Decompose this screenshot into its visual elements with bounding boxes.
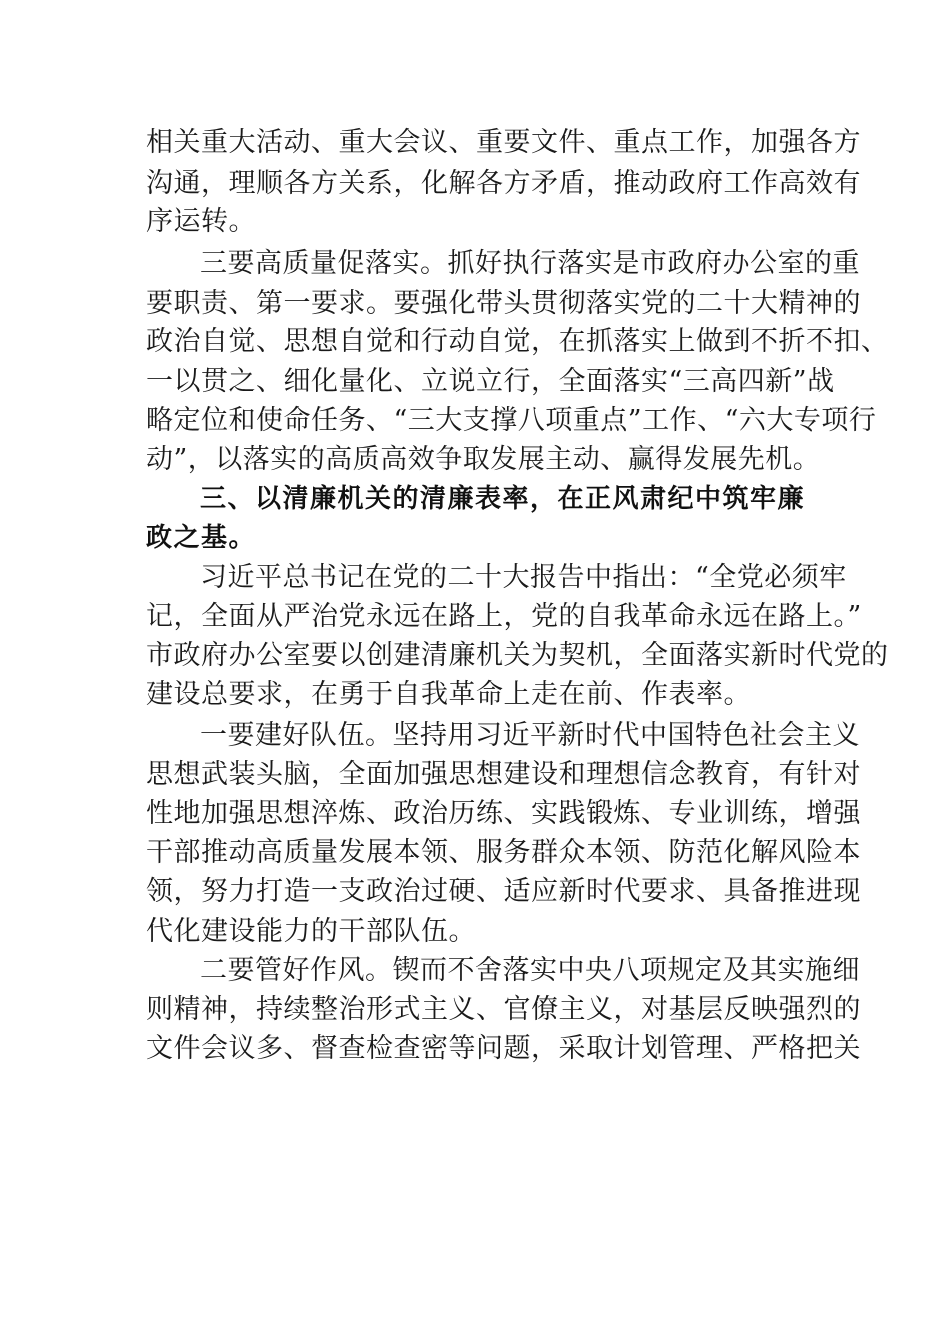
- body-text-line: 一以贯之、细化量化、立说立行，全面落实“三高四新”战: [146, 366, 835, 397]
- body-text-line: 性地加强思想淬炼、政治历练、实践锻炼、专业训练，增强: [146, 798, 861, 829]
- body-text-line: 略定位和使命任务、“三大支撑八项重点”工作、“六大专项行: [146, 405, 877, 436]
- body-text-line: 代化建设能力的干部队伍。: [146, 916, 476, 947]
- section-heading: 三、以清廉机关的清廉表率，在正风肃纪中筑牢廉: [200, 484, 806, 514]
- body-text-line: 领，努力打造一支政治过硬、适应新时代要求、具备推进现: [146, 876, 861, 907]
- body-text-line: 文件会议多、督查检查密等问题，采取计划管理、严格把关: [146, 1033, 861, 1064]
- body-text-line: 市政府办公室要以创建清廉机关为契机，全面落实新时代党的: [146, 640, 889, 671]
- body-text-line: 相关重大活动、重大会议、重要文件、重点工作，加强各方: [146, 127, 861, 158]
- body-text-line: 建设总要求，在勇于自我革命上走在前、作表率。: [146, 679, 751, 710]
- section-heading-continued: 政之基。: [146, 523, 257, 553]
- body-text-line: 记，全面从严治党永远在路上，党的自我革命永远在路上。”: [146, 601, 862, 632]
- body-text-line: 沟通，理顺各方关系，化解各方矛盾，推动政府工作高效有: [146, 168, 861, 199]
- body-text-line: 要职责、第一要求。要强化带头贯彻落实党的二十大精神的: [146, 288, 861, 319]
- body-text-line: 思想武装头脑，全面加强思想建设和理想信念教育，有针对: [146, 759, 861, 790]
- body-text-line: 序运转。: [146, 206, 256, 237]
- body-text-line: 干部推动高质量发展本领、服务群众本领、防范化解风险本: [146, 837, 861, 868]
- body-text-line: 则精神，持续整治形式主义、官僚主义，对基层反映强烈的: [146, 994, 861, 1025]
- paragraph-start-line: 三要高质量促落实。抓好执行落实是市政府办公室的重: [200, 248, 860, 279]
- paragraph-start-line: 习近平总书记在党的二十大报告中指出：“全党必须牢: [200, 562, 847, 593]
- body-text-line: 动”，以落实的高质高效争取发展主动、赢得发展先机。: [146, 444, 821, 475]
- paragraph-start-line: 二要管好作风。锲而不舍落实中央八项规定及其实施细: [200, 955, 860, 986]
- body-text-line: 政治自觉、思想自觉和行动自觉，在抓落实上做到不折不扣、: [146, 326, 889, 357]
- paragraph-start-line: 一要建好队伍。坚持用习近平新时代中国特色社会主义: [200, 720, 860, 751]
